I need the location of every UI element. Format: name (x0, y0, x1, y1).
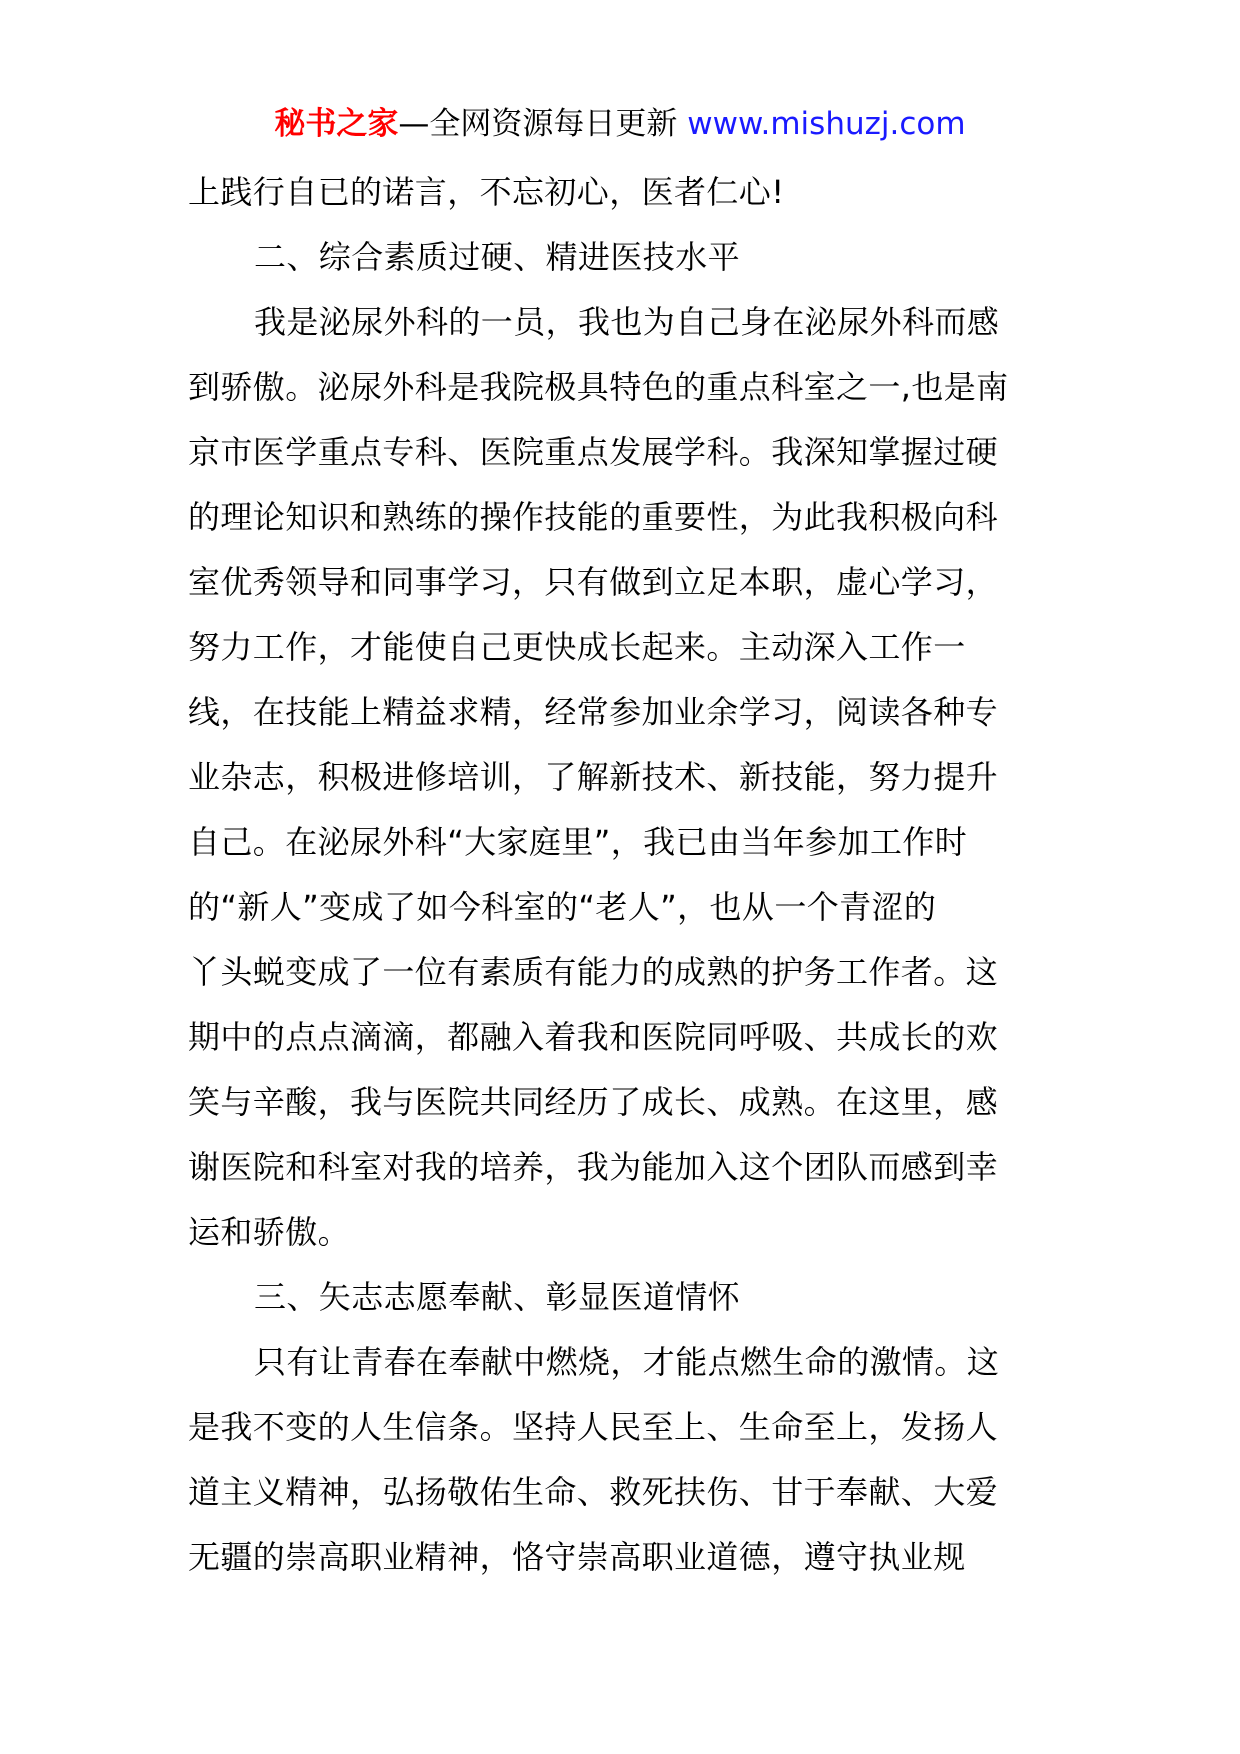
document-body (188, 160, 1062, 1590)
text-line: 道主义精神，弘扬敬佑生命、救死扶伤、甘于奉献、大爱 (188, 1473, 999, 1511)
text-line: 室优秀领导和同事学习，只有做到立足本职，虚心学习， (188, 563, 999, 601)
text-line: 无疆的崇高职业精神，恪守崇高职业道德，遵守执业规 (188, 1538, 966, 1576)
text-line: 运和骄傲。 (188, 1213, 351, 1251)
text-line: 业杂志，积极进修培训，了解新技术、新技能，努力提升 (188, 758, 999, 796)
header-tagline: —全网资源每日更新 (398, 106, 688, 142)
text-line: 三、矢志志愿奉献、彰显医道情怀 (254, 1278, 741, 1316)
text-line: 努力工作，才能使自己更快成长起来。主动深入工作一 (188, 628, 966, 666)
text-line: 我是泌尿外科的一员，我也为自己身在泌尿外科而感 (254, 303, 1000, 341)
text-line: 期中的点点滴滴，都融入着我和医院同呼吸、共成长的欢 (188, 1018, 999, 1056)
text-line: 上践行自已的诺言，不忘初心，医者仁心! (188, 173, 785, 211)
text-line: 的“新人”变成了如今科室的“老人”，也从一个青涩的 (188, 888, 937, 926)
text-line: 丫头蜕变成了一位有素质有能力的成熟的护务工作者。这 (188, 953, 999, 991)
text-line: 笑与辛酸，我与医院共同经历了成长、成熟。在这里，感 (188, 1083, 999, 1121)
text-line: 是我不变的人生信条。坚持人民至上、生命至上，发扬人 (188, 1408, 999, 1446)
text-line: 自己。在泌尿外科“大家庭里”，我已由当年参加工作时 (188, 823, 968, 861)
text-line: 线，在技能上精益求精，经常参加业余学习，阅读各种专 (188, 693, 999, 731)
header-brand: 秘书之家 (274, 106, 399, 142)
text-line: 二、综合素质过硬、精进医技水平 (254, 238, 741, 276)
text-line: 只有让青春在奉献中燃烧，才能点燃生命的激情。这 (254, 1343, 1000, 1381)
header-url[interactable]: www.mishuzj.com (687, 106, 966, 142)
page-header (0, 102, 1240, 146)
text-line: 谢医院和科室对我的培养，我为能加入这个团队而感到幸 (188, 1148, 999, 1186)
text-line: 到骄傲。泌尿外科是我院极具特色的重点科室之一,也是南 (188, 368, 1009, 406)
text-line: 京市医学重点专科、医院重点发展学科。我深知掌握过硬 (188, 433, 999, 471)
text-line: 的理论知识和熟练的操作技能的重要性，为此我积极向科 (188, 498, 999, 536)
